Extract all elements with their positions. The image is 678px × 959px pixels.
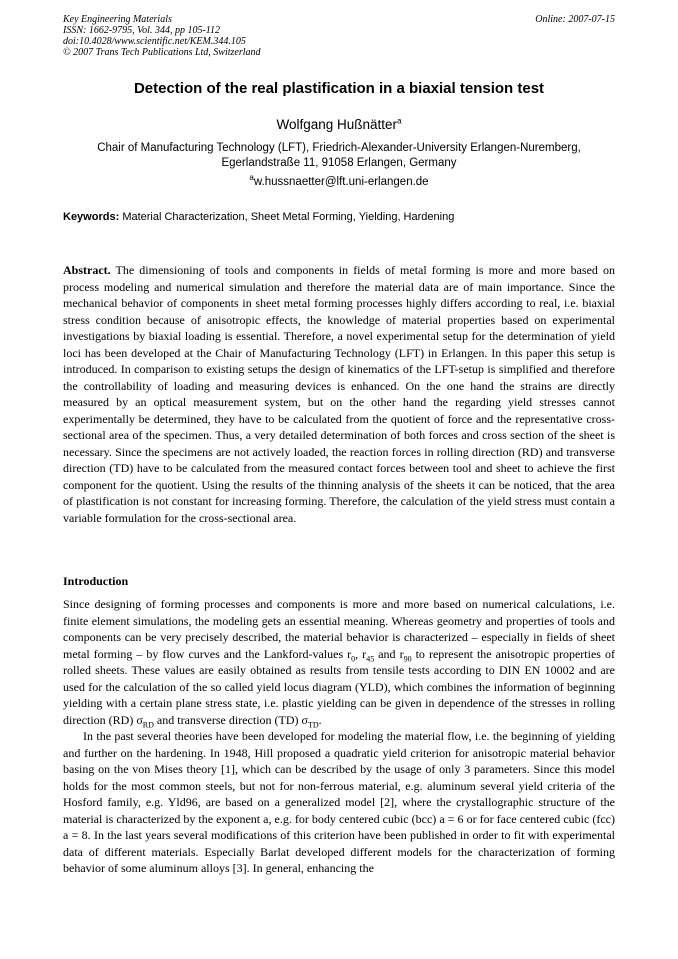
abstract	[63, 262, 615, 526]
text-run: Since designing of forming processes and components is more and more based on numerical calculations, i.e. finite element simulations, the modeling gets an essential meaning. Whereas geometry and properties of tools and components can be very precisely described, the material behavior is characterized – especially in fields of sheet metal forming – by flow curves and the Lankford-values r	[63, 597, 615, 661]
keywords	[63, 211, 615, 223]
author-affiliation-mark: a	[397, 116, 402, 126]
author-email-line	[40, 173, 638, 188]
subscript: 0	[351, 653, 356, 663]
affiliation-line-1: Chair of Manufacturing Technology (LFT), Friedrich-Alexander-University Erlangen-Nuremberg,	[97, 142, 581, 154]
journal-header	[63, 14, 615, 58]
abstract-label: Abstract.	[63, 263, 111, 277]
section-heading-introduction: Introduction	[63, 574, 129, 588]
text-run: .	[318, 712, 322, 727]
subscript: 45	[366, 653, 375, 663]
introduction-body	[63, 596, 615, 877]
keywords-label: Keywords:	[63, 211, 120, 223]
text-run: , r	[355, 646, 367, 661]
affiliation-line-2: Egerlandstraße 11, 91058 Erlangen, Germany	[221, 157, 457, 169]
author-name: Wolfgang Hußnätter	[276, 117, 398, 132]
journal-doi: doi:10.4028/www.scientific.net/KEM.344.105	[63, 36, 246, 47]
journal-issn: ISSN: 1662-9795, Vol. 344, pp 105-112	[63, 25, 221, 36]
subscript: 90	[403, 653, 412, 663]
online-date: Online: 2007-07-15	[535, 14, 615, 25]
paper-title: Detection of the real plastification in a biaxial tension test	[133, 80, 545, 97]
text-run: to represent the anisotropic properties of rolled sheets. These values are easily obtained as results from tensile tests according to DIN EN 10002 and are used for the calculation of the so called yield locus diagram (YLD), which combines the information of beginning yielding with a certain plane stress state, i.e. plastic yielding can be given in dependence of the stresses in rolling direction (RD) σ	[63, 646, 615, 727]
abstract-text: The dimensioning of tools and components in fields of metal forming is more and more based on process modeling and numerical simulation and therefore the material data are of main importance. Since the mechanical behavior of components in sheet metal forming processes highly differs according to real, i.e. biaxial stress condition because of anisotropic effects, the knowledge of material properties based on experimental investigations by biaxial loading is essential. Therefore, a novel experimental setup for the determination of yield loci has been developed at the Chair of Manufacturing Technology (LFT) in Erlangen. In this paper this setup is introduced. In comparison to existing setups the design of kinematics of the LFT-setup is simplified and therefore the controllability of loading and measuring devices is enhanced. On the one hand the strains are directly measured by an optical measurement system, but on the other hand the regarding yield stresses cannot experimentally be determined, they have to be calculated from the quotient of force and the representative cross-sectional area of the specimen. Thus, a very detailed determination of both forces and cross section of the sheet is necessary. Since the specimens are not actively loaded, the reaction forces in rolling direction (RD) and transverse direction (TD) have to be calculated from the measured contact forces between tool and sheet to achieve the first component for the quotient. Using the results of the thinning analysis of the sheets it can be noticed, that the area of plastification is not constant for increasing forming. Therefore, the calculation of the yield stress must contain a variable formulation for the cross-sectional area.	[63, 263, 615, 525]
affiliation	[40, 141, 638, 171]
journal-copyright: © 2007 Trans Tech Publications Ltd, Switzerland	[63, 47, 261, 58]
keywords-text: Material Characterization, Sheet Metal Forming, Yielding, Hardening	[122, 211, 455, 223]
subscript: TD	[307, 719, 319, 729]
author-line	[40, 117, 638, 132]
subscript: RD	[142, 719, 154, 729]
journal-name: Key Engineering Materials	[63, 14, 172, 25]
text-run: and transverse direction (TD) σ	[153, 712, 308, 727]
author-email[interactable]: w.hussnaetter@lft.uni-erlangen.de	[253, 176, 429, 188]
email-affiliation-mark: a	[249, 173, 254, 183]
introduction-paragraph-1	[63, 596, 615, 728]
introduction-paragraph-2: In the past several theories have been developed for modeling the material flow, i.e. the beginning of yielding and further on the hardening. In 1948, Hill proposed a quadratic yield criterion for anisotropic material behavior basing on the von Mises theory [1], which can be described by the usage of only 3 parameters. Since this model holds for the most common steels, but not for non-ferrous material, e.g. aluminum several yield criteria of the Hosford family, e.g. Yld96, are based on a generalized model [2], where the crystallographic structure of the material is characterized by the exponent a, e.g. for body centered cubic (bcc) a = 6 or for face centered cubic (fcc) a = 8. In the last years several modifications of this criterion have been published in order to fit with experimental data of different materials. Especially Barlat developed different models for the characterization of forming behavior of some aluminum alloys [3]. In general, enhancing the	[63, 729, 615, 875]
text-run: and r	[374, 646, 404, 661]
